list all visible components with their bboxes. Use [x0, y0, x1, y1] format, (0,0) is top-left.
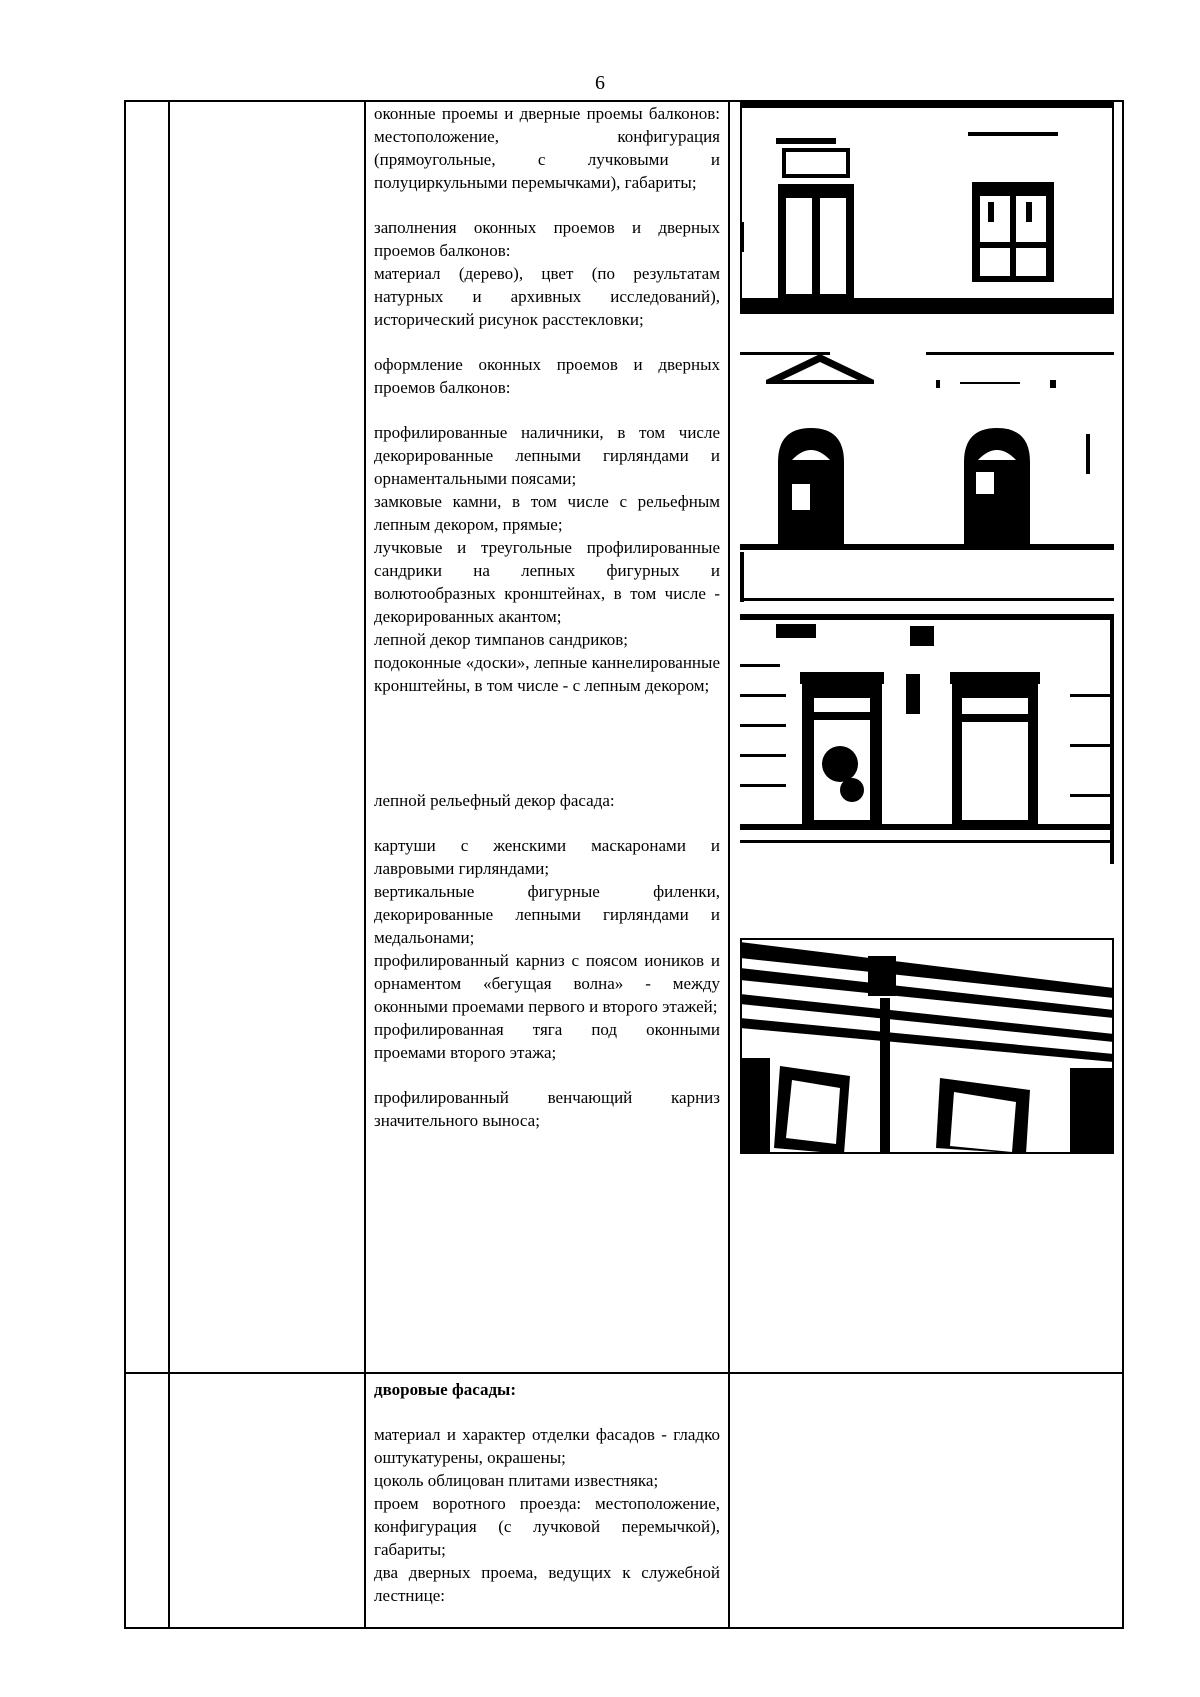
heading-courtyard-facades: дворовые фасады:	[374, 1380, 516, 1399]
column-divider-1	[168, 1374, 170, 1629]
paragraph-sandriks: лучковые и треугольные профилированные сандрики на лепных фигурных и волютообразных кронштейнах, в том числе - декорированных акантом;	[374, 538, 720, 626]
paragraph-doorways: два дверных проема, ведущих к служебной лестнице:	[374, 1563, 720, 1605]
paragraph-panels: вертикальные фигурные филенки, декорированные лепными гирляндами и медальонами;	[374, 882, 720, 947]
paragraph-sills: подоконные «доски», лепные каннелированные кронштейны, в том числе - с лепным декором;	[374, 653, 720, 695]
photo-sandrik-windows	[740, 614, 1114, 864]
paragraph-plinth: цоколь облицован плитами известняка;	[374, 1471, 659, 1490]
description-cell-2	[374, 1378, 720, 1607]
document-table	[124, 100, 1124, 1629]
paragraph-relief-decor: лепной рельефный декор фасада:	[374, 791, 615, 810]
paragraph-fillings: заполнения оконных проемов и дверных проемов балконов:	[374, 218, 720, 260]
paragraph-architraves: профилированные наличники, в том числе декорированные лепными гирляндами и орнаментальными поясами;	[374, 423, 720, 488]
paragraph-windows: оконные проемы и дверные проемы балконов: местоположение, конфигурация (прямоугольные, с лучковыми и полуциркульными перемычками), габариты;	[374, 104, 720, 192]
photo-arched-windows	[740, 344, 1114, 602]
paragraph-decoration: оформление оконных проемов и дверных проемов балконов:	[374, 355, 720, 397]
paragraph-material: материал (дерево), цвет (по результатам натурных и архивных исследований), исторический рисунок расстекловки;	[374, 264, 720, 329]
column-divider-2	[364, 102, 366, 1372]
paragraph-crowning-cornice: профилированный венчающий карниз значительного выноса;	[374, 1088, 720, 1130]
column-divider-2	[364, 1374, 366, 1629]
paragraph-cartouches: картуши с женскими маскаронами и лавровыми гирляндами;	[374, 836, 720, 878]
paragraph-tympanum: лепной декор тимпанов сандриков;	[374, 630, 629, 649]
photo-cornice-facade	[740, 938, 1114, 1154]
paragraph-cornice: профилированный карниз с поясом иоников и орнаментом «бегущая волна» - между оконными проемами первого и второго этажей;	[374, 951, 720, 1016]
column-divider-1	[168, 102, 170, 1372]
column-divider-3	[728, 1374, 730, 1629]
table-row-2	[126, 1374, 1122, 1629]
description-cell-1	[374, 102, 720, 1132]
paragraph-keystones: замковые камни, в том числе с рельефным лепным декором, прямые;	[374, 492, 720, 534]
column-divider-3	[728, 102, 730, 1372]
page-number: 6	[595, 72, 605, 94]
paragraph-gateway: проем воротного проезда: местоположение, конфигурация (с лучковой перемычкой), габариты;	[374, 1494, 720, 1559]
paragraph-string-course: профилированная тяга под оконными проемами второго этажа;	[374, 1020, 720, 1062]
photo-rectangular-windows	[740, 102, 1114, 314]
table-row-1	[126, 102, 1122, 1374]
paragraph-finish: материал и характер отделки фасадов - гладко оштукатурены, окрашены;	[374, 1425, 720, 1467]
